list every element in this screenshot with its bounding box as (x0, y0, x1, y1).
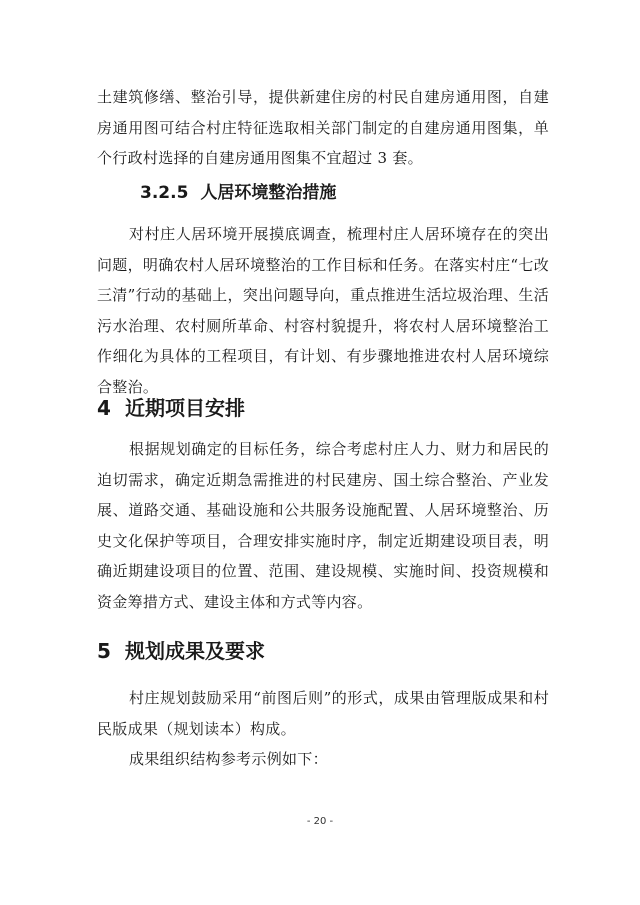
section-heading-4 (97, 392, 245, 421)
section-title: 人居环境整治措施 (200, 183, 337, 203)
section-heading-3-2-5 (140, 178, 336, 203)
paragraph-structure-example: 成果组织结构参考示例如下： (129, 750, 328, 768)
section-heading-5 (97, 635, 265, 664)
section-title: 规划成果及要求 (125, 639, 265, 663)
paragraph-plan-results: 村庄规划鼓励采用“前图后则”的形式，成果由管理版成果和村民版成果（规划读本）构成。 (97, 689, 549, 738)
section-number: 5 (97, 639, 111, 663)
paragraph-near-term-projects: 根据规划确定的目标任务，综合考虑村庄人力、财力和居民的迫切需求，确定近期急需推进的村民建房、国土综合整治、产业发展、道路交通、基础设施和公共服务设施配置、人居环境整治、历史文化保护等项目，合理安排实施时序，制定近期建设项目表，明确近期建设项目的位置、范围、建设规模、实施时间、投资规模和资金筹措方式、建设主体和方式等内容。 (97, 440, 549, 611)
paragraph-housing-guidance: 土建筑修缮、整治引导，提供新建住房的村民自建房通用图，自建房通用图可结合村庄特征选取相关部门制定的自建房通用图集，单个行政村选择的自建房通用图集不宜超过 3 套。 (97, 88, 549, 167)
page-number: - 20 - (306, 816, 334, 827)
section-title: 近期项目安排 (125, 396, 245, 420)
section-number: 3.2.5 (140, 183, 189, 203)
section-number: 4 (97, 396, 111, 420)
paragraph-living-environment: 对村庄人居环境开展摸底调查，梳理村庄人居环境存在的突出问题，明确农村人居环境整治的工作目标和任务。在落实村庄“七改三清”行动的基础上，突出问题导向，重点推进生活垃圾治理、生活污水治理、农村厕所革命、村容村貌提升，将农村人居环境整治工作细化为具体的工程项目，有计划、有步骤地推进农村人居环境综合整治。 (97, 225, 549, 396)
